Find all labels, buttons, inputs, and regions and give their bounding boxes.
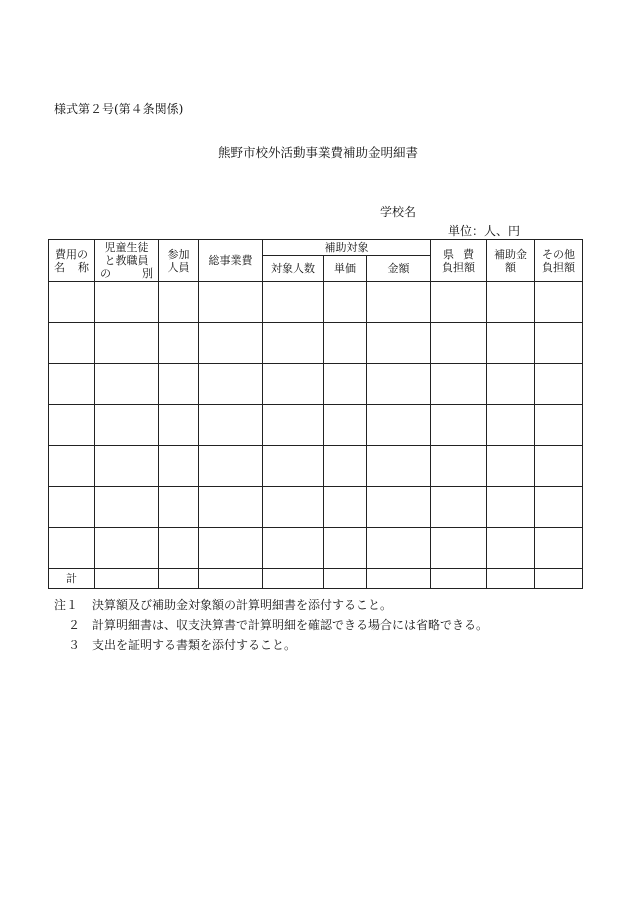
note-number: ３: [68, 638, 81, 652]
table-row: [49, 446, 583, 487]
entry-cell[interactable]: [535, 323, 583, 364]
entry-cell[interactable]: [431, 282, 487, 323]
entry-cell[interactable]: [263, 323, 324, 364]
entry-cell[interactable]: [49, 446, 95, 487]
form-number: 様式第２号(第４条関係): [54, 102, 184, 116]
note-text: 計算明細書は、収支決算書で計算明細を確認できる場合には省略できる。: [92, 618, 489, 632]
entry-cell[interactable]: [199, 282, 263, 323]
entry-cell[interactable]: [367, 528, 431, 569]
note-number: ２: [68, 618, 81, 632]
entry-cell[interactable]: [263, 528, 324, 569]
entry-cell[interactable]: [95, 487, 159, 528]
entry-cell[interactable]: [487, 323, 535, 364]
entry-cell[interactable]: [535, 405, 583, 446]
header-subsidy-target: 補助対象: [263, 240, 431, 256]
entry-cell[interactable]: [431, 405, 487, 446]
entry-cell[interactable]: [487, 528, 535, 569]
detail-table: [48, 239, 583, 589]
note-text: 支出を証明する書類を添付すること。: [92, 638, 297, 652]
entry-cell[interactable]: [324, 528, 367, 569]
header-subsidy-amount: 補助金 額: [487, 240, 535, 282]
note-item: [54, 615, 488, 635]
entry-cell[interactable]: [199, 364, 263, 405]
header-unit-price: 単価: [324, 256, 367, 282]
header-total-cost: 総事業費: [199, 240, 263, 282]
entry-cell[interactable]: [535, 487, 583, 528]
entry-cell[interactable]: [49, 282, 95, 323]
total-cell[interactable]: [431, 569, 487, 589]
total-cell[interactable]: [535, 569, 583, 589]
entry-cell[interactable]: [263, 364, 324, 405]
entry-cell[interactable]: [263, 405, 324, 446]
table-row: [49, 528, 583, 569]
header-amount: 金額: [367, 256, 431, 282]
entry-cell[interactable]: [199, 487, 263, 528]
entry-cell[interactable]: [487, 364, 535, 405]
header-category: 児童生徒 と教職員 の 別: [95, 240, 159, 282]
entry-cell[interactable]: [487, 446, 535, 487]
entry-cell[interactable]: [49, 405, 95, 446]
entry-cell[interactable]: [324, 364, 367, 405]
unit-label: 単位：人、円: [448, 224, 521, 238]
entry-cell[interactable]: [367, 446, 431, 487]
entry-cell[interactable]: [535, 364, 583, 405]
note-number: 注１: [54, 598, 79, 612]
entry-cell[interactable]: [95, 528, 159, 569]
table-body: [49, 282, 583, 569]
entry-cell[interactable]: [367, 282, 431, 323]
entry-cell[interactable]: [431, 528, 487, 569]
table-row: [49, 405, 583, 446]
entry-cell[interactable]: [324, 282, 367, 323]
entry-cell[interactable]: [199, 446, 263, 487]
header-participants: 参加 人員: [159, 240, 199, 282]
entry-cell[interactable]: [431, 323, 487, 364]
entry-cell[interactable]: [367, 323, 431, 364]
entry-cell[interactable]: [431, 446, 487, 487]
entry-cell[interactable]: [95, 446, 159, 487]
entry-cell[interactable]: [535, 282, 583, 323]
entry-cell[interactable]: [487, 405, 535, 446]
total-cell[interactable]: [199, 569, 263, 589]
entry-cell[interactable]: [367, 405, 431, 446]
entry-cell[interactable]: [49, 528, 95, 569]
entry-cell[interactable]: [159, 323, 199, 364]
total-cell[interactable]: [367, 569, 431, 589]
entry-cell[interactable]: [263, 446, 324, 487]
entry-cell[interactable]: [324, 446, 367, 487]
table-row: [49, 487, 583, 528]
header-other-share: その他 負担額: [535, 240, 583, 282]
entry-cell[interactable]: [159, 446, 199, 487]
entry-cell[interactable]: [263, 487, 324, 528]
total-cell[interactable]: [159, 569, 199, 589]
entry-cell[interactable]: [49, 323, 95, 364]
entry-cell[interactable]: [49, 487, 95, 528]
entry-cell[interactable]: [324, 405, 367, 446]
entry-cell[interactable]: [159, 282, 199, 323]
total-cell[interactable]: [263, 569, 324, 589]
table-row: [49, 282, 583, 323]
header-target-count: 対象人数: [263, 256, 324, 282]
note-item: [54, 595, 488, 615]
entry-cell[interactable]: [199, 405, 263, 446]
entry-cell[interactable]: [95, 364, 159, 405]
school-name-label: 学校名: [380, 205, 417, 219]
entry-cell[interactable]: [324, 487, 367, 528]
entry-cell[interactable]: [159, 405, 199, 446]
note-item: [54, 635, 488, 655]
document-title: 熊野市校外活動事業費補助金明細書: [218, 145, 419, 160]
notes-section: [54, 595, 488, 655]
entry-cell[interactable]: [367, 487, 431, 528]
total-cell[interactable]: [324, 569, 367, 589]
entry-cell[interactable]: [199, 323, 263, 364]
entry-cell[interactable]: [159, 528, 199, 569]
table-row: [49, 364, 583, 405]
entry-cell[interactable]: [431, 487, 487, 528]
header-expense-name: 費用の 名 称: [49, 240, 95, 282]
entry-cell[interactable]: [199, 528, 263, 569]
note-text: 決算額及び補助金対象額の計算明細書を添付すること。: [92, 598, 393, 612]
table-row: [49, 323, 583, 364]
total-cell[interactable]: [95, 569, 159, 589]
header-prefecture-share: 県 費 負担額: [431, 240, 487, 282]
entry-cell[interactable]: [487, 487, 535, 528]
total-cell[interactable]: [487, 569, 535, 589]
entry-cell[interactable]: [49, 364, 95, 405]
entry-cell[interactable]: [263, 282, 324, 323]
entry-cell[interactable]: [159, 487, 199, 528]
entry-cell[interactable]: [95, 323, 159, 364]
entry-cell[interactable]: [487, 282, 535, 323]
entry-cell[interactable]: [95, 405, 159, 446]
entry-cell[interactable]: [535, 528, 583, 569]
entry-cell[interactable]: [324, 323, 367, 364]
entry-cell[interactable]: [367, 364, 431, 405]
total-label: 計: [49, 569, 95, 589]
entry-cell[interactable]: [95, 282, 159, 323]
entry-cell[interactable]: [159, 364, 199, 405]
entry-cell[interactable]: [535, 446, 583, 487]
entry-cell[interactable]: [431, 364, 487, 405]
